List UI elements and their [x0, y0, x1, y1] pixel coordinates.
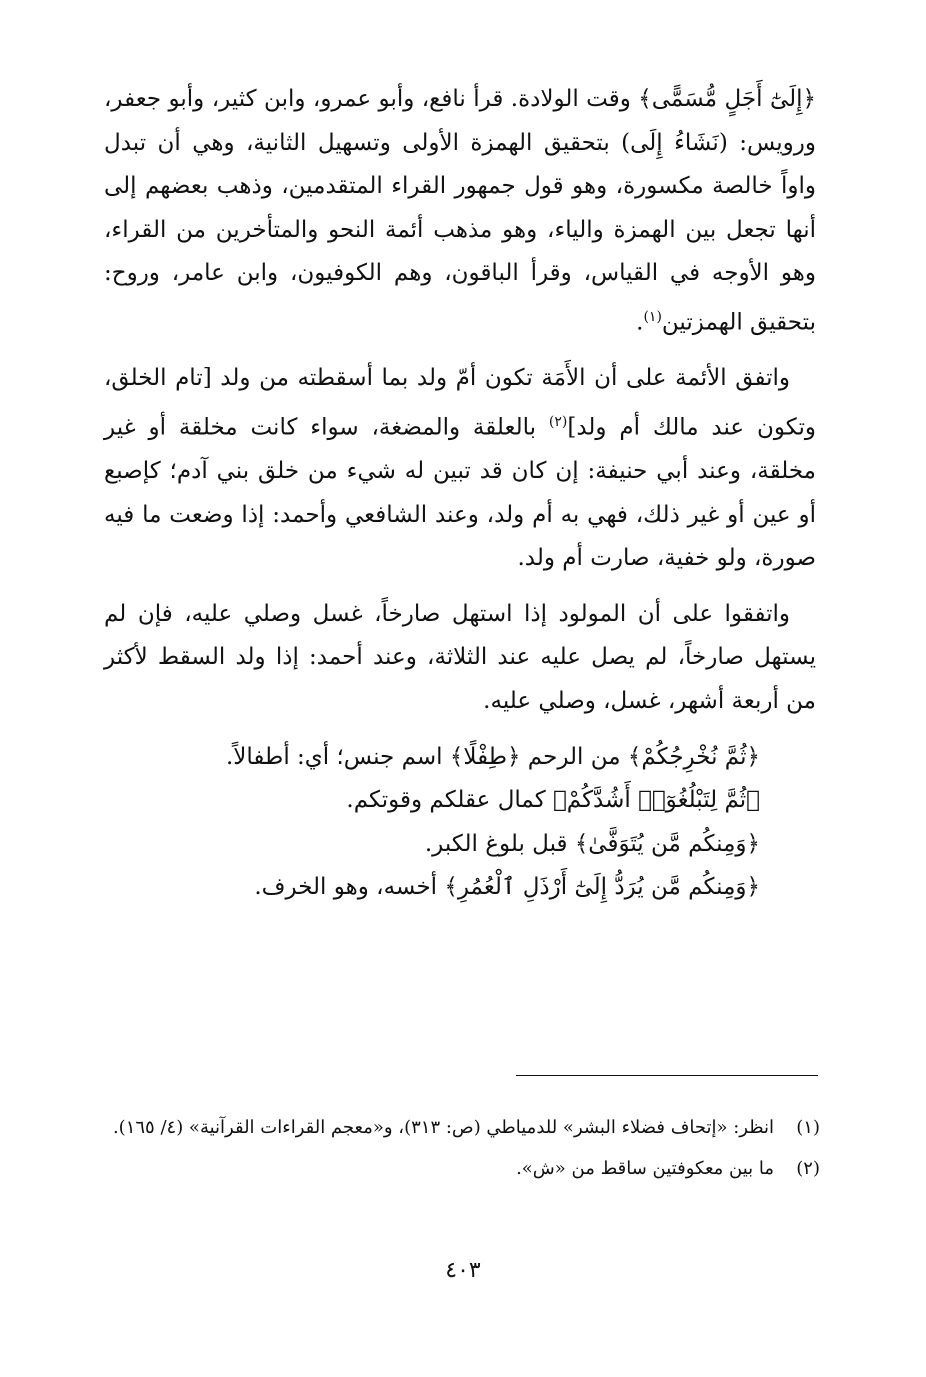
- verse-line-1: ﴿ثُمَّ نُخْرِجُكُمْ﴾ من الرحم ﴿طِفْلًا﴾ اسم جنس؛ أي: أطفالاً.: [225, 743, 760, 770]
- footnote-1: [104, 1110, 820, 1145]
- footnote-2-text: ما بين معكوفتين ساقط من «ش».: [516, 1158, 774, 1179]
- footnote-2-number: (٢): [796, 1158, 820, 1179]
- paragraph-2: [104, 357, 816, 581]
- page-number: ٤٠٣: [445, 1258, 481, 1283]
- footnotes: [104, 1110, 820, 1192]
- paragraph-1-text: ﴿إِلَىٰٓ أَجَلٍ مُّسَمًّى﴾ وقت الولادة. قرأ نافع، وأبو عمرو، وابن كثير، وأبو جعفر، ورويس: (نَشَاءُ إِلَى) بتحقيق الهمزة الأولى وتسهيل الثانية، وهي أن تبدل واواً خالصة مكسورة، وهو قول جمهور القراء المتقدمين، وذهب بعضهم إلى أنها تجعل بين الهمزة والياء، وهو مذهب أئمة النحو والمتأخرين من القراء، وهو الأوجه في القياس، وقرأ الباقون، وهم الكوفيون، وابن عامر، وروح: بتحقيق الهمزتين: [104, 86, 816, 336]
- footnote-divider: [516, 1075, 818, 1076]
- paragraph-1-end: .: [636, 309, 644, 336]
- verse-line-2: ﴿ثُمَّ لِتَبْلُغُوٓا۟ أَشُدَّكُمْ﴾ كمال عقلكم وقوتكم.: [346, 787, 760, 814]
- footnote-ref-2: (٢): [548, 413, 568, 430]
- paragraph-2-text-b: بالعلقة والمضغة، سواء كانت مخلقة أو غير مخلقة، وعند أبي حنيفة: إن كان قد تبين له شيء من خلق بني آدم؛ كإصبع أو عين أو غير ذلك، فهي به أم ولد، وعند الشافعي وأحمد: إذا وضعت ما فيه صورة، ولو خفية، صارت أم ولد.: [104, 414, 816, 572]
- verse-line-4: ﴿وَمِنكُم مَّن يُرَدُّ إِلَىٰٓ أَرْذَلِ ٱلْعُمُرِ﴾ أخسه، وهو الخرف.: [254, 874, 760, 901]
- footnote-1-number: (١): [796, 1117, 820, 1138]
- paragraph-2-text-a: واتفق الأئمة على أن الأَمَة تكون أمّ ولد بما أسقطته من ولد [تام الخلق، وتكون عند مالك أم ولد]: [104, 365, 816, 441]
- footnote-2: [104, 1151, 820, 1186]
- verse-line-3: ﴿وَمِنكُم مَّن يُتَوَفَّىٰ﴾ قبل بلوغ الكبر.: [424, 830, 760, 857]
- paragraph-1: [104, 78, 816, 345]
- main-text: [104, 78, 816, 910]
- footnote-ref-1: (١): [643, 308, 662, 325]
- footnote-1-text: انظر: «إتحاف فضلاء البشر» للدمياطي (ص: ٣١٣)، و«معجم القراءات القرآنية» (٤/ ١٦٥).: [112, 1117, 774, 1138]
- paragraph-3: واتفقوا على أن المولود إذا استهل صارخاً، غسل وصلي عليه، فإن لم يستهل صارخاً، لم يصل عليه عند الثلاثة، وعند أحمد: إذا ولد السقط لأكثر من أربعة أشهر، غسل، وصلي عليه.: [104, 600, 816, 715]
